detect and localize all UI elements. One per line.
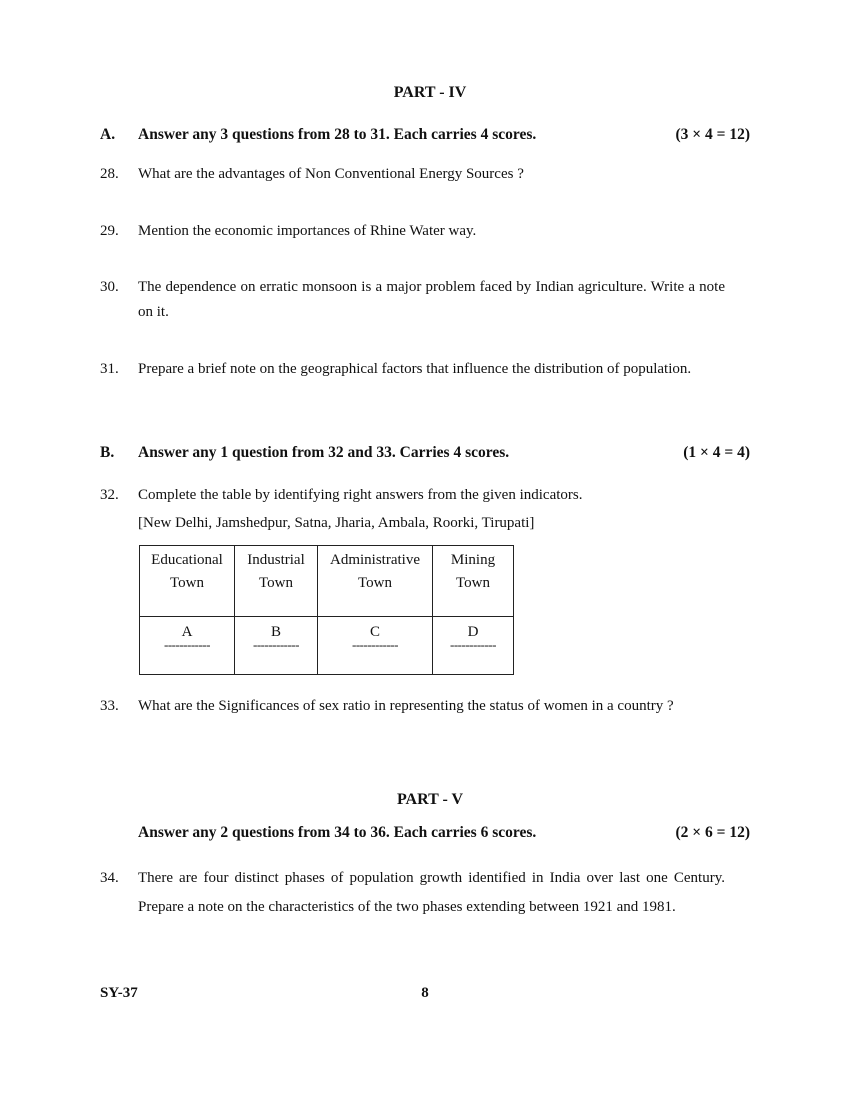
- question-number: 31.: [100, 361, 119, 377]
- header-line: Town: [456, 575, 490, 591]
- header-industrial-town: [235, 546, 318, 617]
- indicator-list: [New Delhi, Jamshedpur, Satna, Jharia, Ambala, Roorki, Tirupati]: [138, 515, 535, 531]
- paper-code: SY-37: [100, 985, 138, 1001]
- question-number: 28.: [100, 166, 119, 182]
- part-5-score: (2 × 6 = 12): [675, 824, 750, 841]
- header-line: Administrative: [330, 552, 420, 568]
- header-administrative-town: [318, 546, 433, 617]
- section-b-score: (1 × 4 = 4): [683, 444, 750, 461]
- answer-cell-d: [433, 617, 514, 675]
- answer-cell-a: [140, 617, 235, 675]
- section-a-score: (3 × 4 = 12): [675, 126, 750, 143]
- part-4-title: PART - IV: [393, 84, 467, 101]
- cell-letter: D: [467, 624, 479, 640]
- answer-blank: ------------: [352, 637, 398, 652]
- header-line: Town: [259, 575, 293, 591]
- header-line: Town: [170, 575, 204, 591]
- question-text: Mention the economic importances of Rhine Water way.: [138, 223, 477, 239]
- page-number: 8: [421, 985, 429, 1001]
- section-a-instruction: Answer any 3 questions from 28 to 31. Each carries 4 scores.: [138, 126, 537, 143]
- question-number: 30.: [100, 279, 119, 295]
- cell-letter: B: [270, 624, 281, 640]
- answer-cell-c: [318, 617, 433, 675]
- question-text: Complete the table by identifying right answers from the given indicators.: [138, 487, 583, 503]
- header-mining-town: [433, 546, 514, 617]
- section-a-letter: A.: [100, 126, 116, 143]
- question-text: There are four distinct phases of population growth identified in India over last one Century. Prepare a note on the characteristics of the two phases extending between 1921 and 1981.: [138, 870, 725, 915]
- header-educational-town: [140, 546, 235, 617]
- question-text: What are the advantages of Non Conventional Energy Sources ?: [138, 166, 524, 182]
- question-text: Prepare a brief note on the geographical factors that influence the distribution of population.: [138, 361, 692, 377]
- answer-blank: ------------: [164, 637, 210, 652]
- section-b-letter: B.: [100, 444, 115, 461]
- question-number: 32.: [100, 487, 119, 503]
- header-line: Educational: [151, 552, 223, 568]
- answer-cell-b: [235, 617, 318, 675]
- header-line: Industrial: [247, 552, 305, 568]
- header-line: Mining: [450, 552, 496, 568]
- question-text: The dependence on erratic monsoon is a major problem faced by Indian agriculture. Write a note on it.: [138, 279, 725, 320]
- question-number: 33.: [100, 698, 119, 714]
- table-answer-row: [140, 617, 514, 675]
- question-number: 34.: [100, 870, 119, 886]
- question-number: 29.: [100, 223, 119, 239]
- cell-letter: A: [181, 624, 193, 640]
- part-5-title: PART - V: [396, 791, 464, 808]
- part-5-instruction: Answer any 2 questions from 34 to 36. Each carries 6 scores.: [138, 824, 537, 841]
- section-b-instruction: Answer any 1 question from 32 and 33. Carries 4 scores.: [138, 444, 510, 461]
- town-classification-table: [139, 545, 514, 675]
- header-line: Town: [358, 575, 392, 591]
- cell-letter: C: [369, 624, 380, 640]
- question-text: What are the Significances of sex ratio in representing the status of women in a country ?: [138, 698, 674, 714]
- table-header-row: [140, 546, 514, 617]
- answer-blank: ------------: [253, 637, 299, 652]
- answer-blank: ------------: [450, 637, 496, 652]
